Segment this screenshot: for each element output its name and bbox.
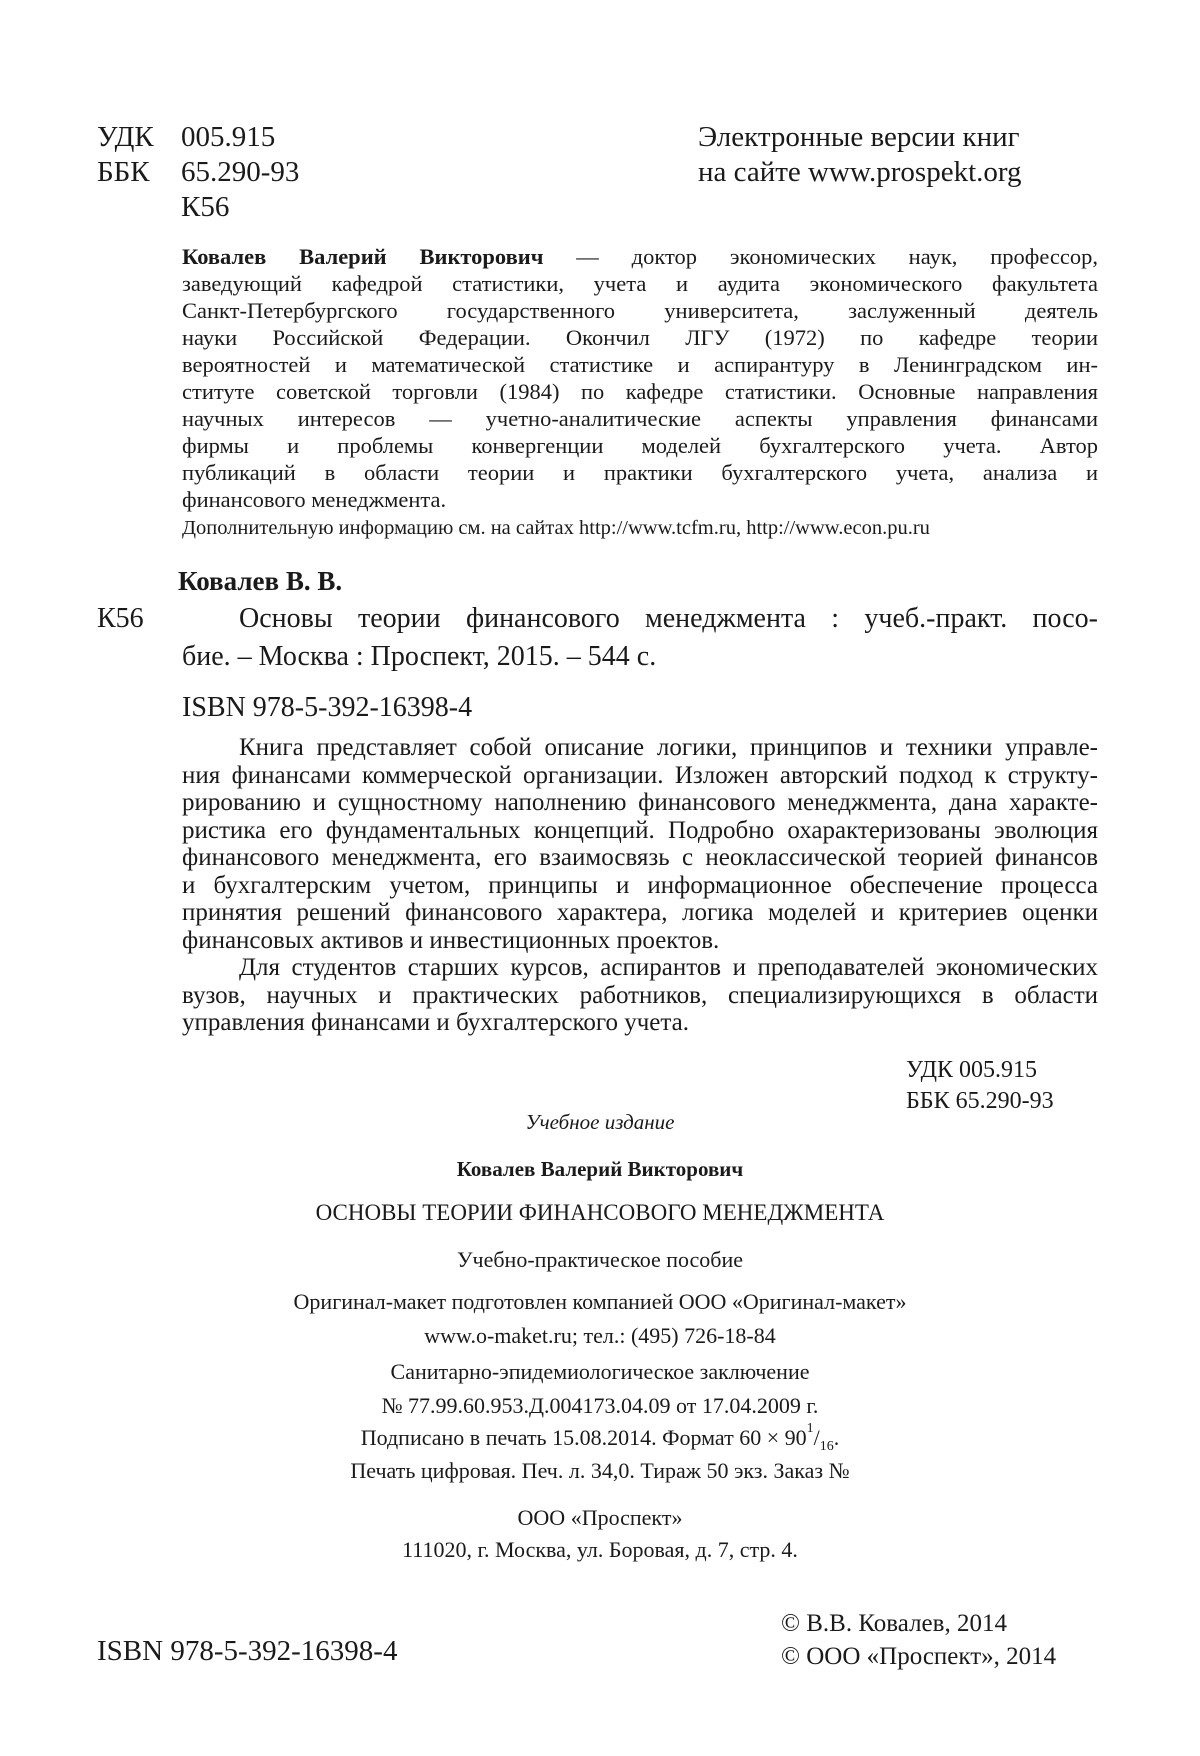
annotation-line: рированию и сущностному наполнению финансового менеджмента, дана характе- [182, 789, 1098, 816]
copyright-author: © В.В. Ковалев, 2014 [781, 1610, 1007, 1637]
catalog-mark: К56 [97, 603, 144, 634]
bbk-repeat: ББК 65.290-93 [906, 1088, 1054, 1114]
layout-contacts: www.o-maket.ru; тел.: (495) 726-18-84 [424, 1323, 776, 1348]
udk-row [97, 120, 299, 155]
author-bio-line-10: финансового менеджмента. [182, 487, 447, 512]
author-bio-line-5: вероятностей и математической статистике и аспирантуру в Ленинградском ин- [182, 352, 1098, 377]
catalog-title [182, 600, 1098, 676]
author-mark-row [97, 190, 299, 225]
ebook-line-1: Электронные версии книг [698, 121, 1020, 153]
annotation-line: вузов, научных и практических работников, специализирующихся в области [182, 981, 1098, 1009]
author-mark: К56 [181, 191, 230, 223]
annotation-line: принятия решений финансового характера, логика моделей и критериев оценки [182, 899, 1098, 926]
author-bio-line-1: — доктор экономических наук, профессор, [543, 244, 1099, 269]
format-numerator: 1 [806, 1421, 814, 1436]
udk-label: УДК [97, 121, 154, 153]
more-info-links: Дополнительную информацию см. на сайтах http://www.tcfm.ru, http://www.econ.pu.ru [182, 517, 930, 539]
annotation-line: Для студентов старших курсов, аспирантов и преподавателей экономических [239, 954, 1098, 981]
layout-note: Оригинал-макет подготовлен компанией ООО «Оригинал-макет» [293, 1289, 907, 1314]
imprint-book-title: ОСНОВЫ ТЕОРИИ ФИНАНСОВОГО МЕНЕДЖМЕНТА [315, 1200, 885, 1225]
imprint-author: Ковалев Валерий Викторович [456, 1157, 744, 1181]
edition-type: Учебное издание [525, 1110, 675, 1134]
udk-value: 005.915 [181, 121, 276, 153]
signed-suffix: . [833, 1425, 840, 1450]
classification-block [97, 120, 299, 225]
annotation-line: управления финансами и бухгалтерского учета. [182, 1009, 689, 1036]
imprint-book-subtitle: Учебно-практическое пособие [456, 1247, 744, 1272]
print-info: Печать цифровая. Печ. л. 34,0. Тираж 50 экз. Заказ № [350, 1458, 850, 1483]
signed-prefix: Подписано в печать 15.08.2014. Формат 60 × 90 [360, 1425, 807, 1450]
catalog-title-line-2: бие. – Москва : Проспект, 2015. – 544 с. [182, 641, 657, 672]
bbk-label: ББК [97, 156, 150, 188]
sanitary-number: № 77.99.60.953.Д.004173.04.09 от 17.04.2009 г. [381, 1393, 819, 1418]
catalog-isbn: ISBN 978-5-392-16398-4 [182, 692, 473, 723]
author-bio-line-3: Санкт-Петербургского государственного университета, заслуженный деятель [182, 298, 1098, 323]
author-bio-name: Ковалев Валерий Викторович [182, 244, 544, 269]
annotation-line: и бухгалтерским учетом, принципы и информационное обеспечение процесса [182, 871, 1098, 899]
bbk-value: 65.290-93 [181, 156, 300, 188]
annotation [182, 734, 1098, 1037]
annotation-line: финансового менеджмента, его взаимосвязь с неоклассической теорией финансов [182, 844, 1098, 871]
catalog-author: Ковалев В. В. [178, 566, 343, 596]
author-bio-line-9: публикаций в области теории и практики бухгалтерского учета, анализа и [182, 460, 1098, 485]
signed-for-print [0, 1421, 1200, 1454]
annotation-line: ристика его фундаментальных концепций. Подробно охарактеризованы эволюция [182, 816, 1098, 844]
annotation-line: Книга представляет собой описание логики, принципов и техники управле- [239, 734, 1098, 761]
sanitary-label: Санитарно-эпидемиологическое заключение [390, 1359, 810, 1384]
author-bio-line-4: науки Российской Федерации. Окончил ЛГУ (1972) по кафедре теории [182, 325, 1098, 350]
publisher-name: ООО «Проспект» [517, 1505, 683, 1530]
bbk-row [97, 155, 299, 190]
author-bio-line-2: заведующий кафедрой статистики, учета и аудита экономического факультета [182, 271, 1098, 296]
annotation-line: ния финансами коммерческой организации. Изложен авторский подход к структу- [182, 761, 1098, 789]
copyright-publisher: © ООО «Проспект», 2014 [781, 1643, 1057, 1670]
footer-isbn: ISBN 978-5-392-16398-4 [97, 1635, 398, 1667]
author-bio-line-7: научных интересов — учетно-аналитические аспекты управления финансами [182, 406, 1098, 431]
copyright-block [781, 1607, 1056, 1673]
catalog-title-line-1: Основы теории финансового менеджмента : учеб.-практ. посо- [239, 603, 1098, 634]
ebook-line-2: на сайте www.prospekt.org [698, 156, 1022, 188]
publisher-address: 111020, г. Москва, ул. Боровая, д. 7, стр. 4. [402, 1537, 798, 1562]
classification-repeat [906, 1055, 1054, 1117]
annotation-line: финансовых активов и инвестиционных проектов. [182, 926, 720, 954]
format-denominator: 16 [819, 1439, 834, 1454]
format-slash: / [813, 1425, 820, 1450]
author-bio-line-6: ституте советской торговли (1984) по кафедре статистики. Основные направления [182, 379, 1098, 404]
author-bio-line-8: фирмы и проблемы конвергенции моделей бухгалтерского учета. Автор [182, 433, 1098, 458]
author-bio [182, 243, 1098, 513]
udk-repeat: УДК 005.915 [906, 1057, 1037, 1083]
ebook-notice [698, 120, 1022, 190]
